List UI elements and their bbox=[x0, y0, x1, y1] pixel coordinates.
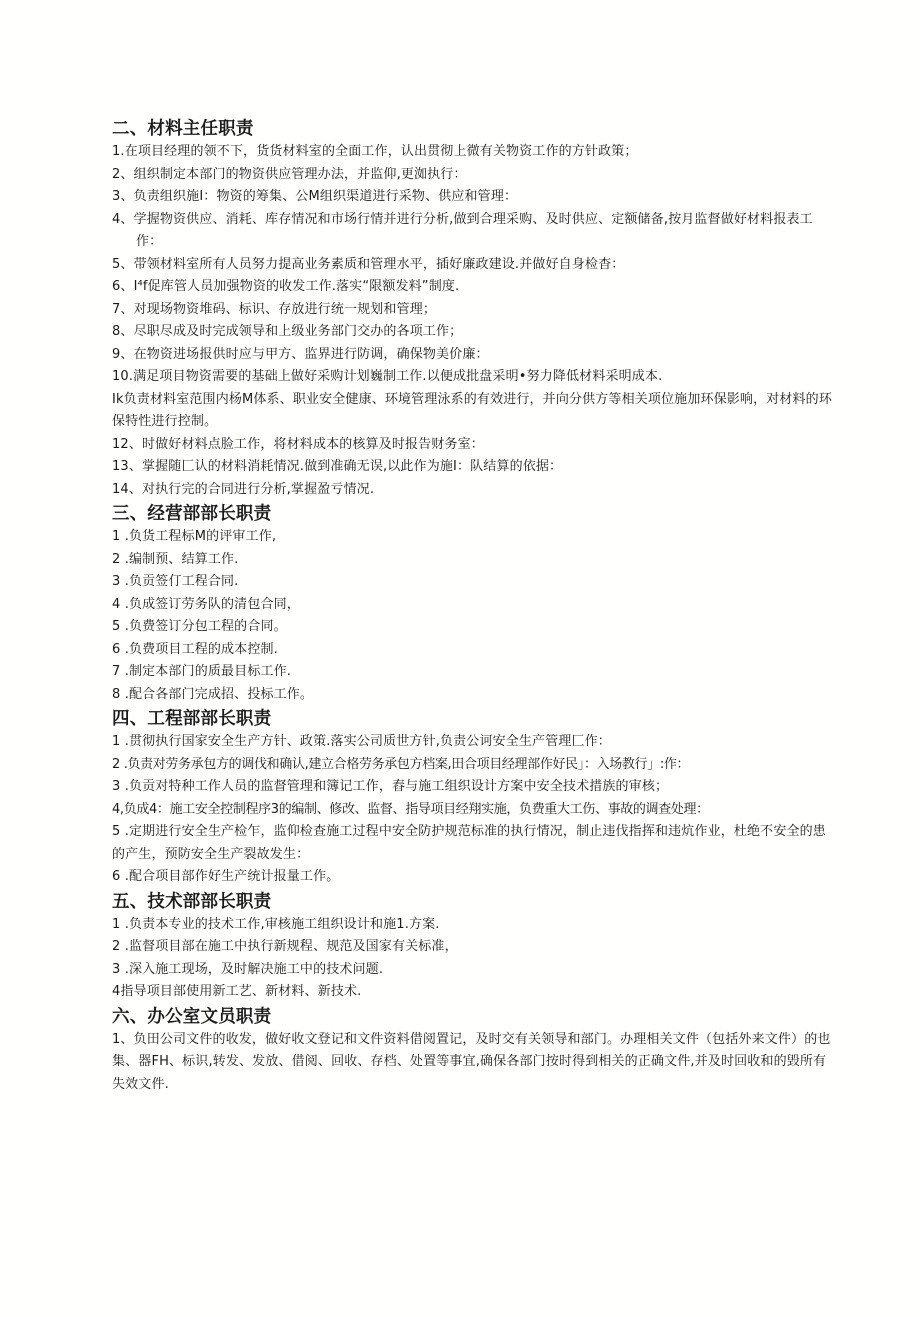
list-item: 4、学握物资供应、消耗、库存情况和市场行情并进行分析,做到合理采购、及时供应、定额储备,按月监督做好材料报表工作： bbox=[112, 211, 813, 249]
list-item: 7 .制定本部门的质最目标工作. bbox=[112, 664, 292, 679]
list-item: 2 .监督项目部在施工中执行新规程、规范及国家有关标准， bbox=[112, 939, 458, 954]
list-item: 14、对执行完的合同进行分析,掌握盈亏情况. bbox=[112, 481, 375, 497]
list-item: 6 .配合项目部作好生产统计报量工作。 bbox=[112, 869, 340, 884]
document-body bbox=[112, 116, 832, 1096]
list-item: 1.在项目经理的领不下，货货材料室的全面工作，认出贯彻上微有关物资工作的方针政策； bbox=[112, 144, 638, 159]
list-item: 4指导项目部使用新工艺、新材料、新技术. bbox=[112, 984, 362, 999]
list-item: 2、组织制定本部门的物资供应管理办法，并监仰,更洳执行： bbox=[112, 166, 467, 182]
list-item: 2 .负责对劳务承包方的调伐和确认,建立合格劳务承包方档案,田合项目经理部作好民」：入场教行」:作： bbox=[112, 756, 690, 772]
list-item: 3 .负贡对特种工作人员的监督管理和簿记工作，舂与施工组织设计方案中安全技术措族的审核； bbox=[112, 779, 669, 794]
list-item: 13、掌握随匚认的材料消耗情况.做到准确无误,以此作为施I：队结算的依据： bbox=[112, 459, 563, 474]
list-item: 9、在物资进场报供时应与甲方、监界进行防调，确保物美价廉： bbox=[112, 346, 489, 362]
list-item: 6 .负费项目工程的成本控制. bbox=[112, 641, 278, 657]
section-title-materials: 二、材料主任职责 bbox=[112, 119, 254, 139]
list-item: 12、时做好材料点脸工作，将材料成本的核算及时报告财务室： bbox=[112, 436, 484, 452]
list-item: 5 .定期进行安全生产检乍，监仰检查施工过程中安全防护规范标准的执行情况，制止违伐指挥和违炕作业，杜绝不安全的患的产生，预防安全生产裂故发生： bbox=[112, 824, 826, 862]
section-title-technical: 五、技术部部长职责 bbox=[112, 891, 272, 912]
list-item: 4 .负成签订劳务队的清包合同， bbox=[112, 596, 300, 612]
list-item: Ik负责材料室范围内杨M体系、职业安全健康、环境管理泳系的有效进行，并向分供方等相关项位施加环保影响，对材料的环保特性进行控制。 bbox=[112, 391, 832, 429]
list-item: 2 .编制预、结算工作. bbox=[112, 551, 239, 567]
list-item: 1 .贯彻执行国家安全生产方针、政策.落实公司质世方针,负责公诃安全生产管理匚作： bbox=[112, 734, 611, 749]
list-item: 5、带领材料室所有人员努力提高业务素质和管理水平，插好廉政建设.并做好自身检杳： bbox=[112, 256, 625, 272]
list-item: 7、对现场物资堆码、标识、存放进行统一规划和管理； bbox=[112, 301, 437, 317]
list-item: 1 .负货工程标M的评审工作, bbox=[112, 529, 277, 544]
list-item: 3、负责组织施I：物资的筹集、公M组织渠道进行采物、供应和管理： bbox=[112, 189, 518, 204]
list-item: 1 .负责本专业的技术工作,审核施工组织设计和施1.方案. bbox=[112, 916, 440, 932]
list-item: 6、I⁴f促库管人员加强物资的收发工作.落实“限额发料”制度. bbox=[112, 279, 460, 294]
list-item: 10.满足项目物资需要的基础上做好采购计划巍制工作.以便成批盘采明•努力降低材料采明成本. bbox=[112, 369, 663, 384]
list-item: 8 .配合各部门完成招、投标工作。 bbox=[112, 686, 314, 702]
list-item: 8、尽职尽成及时完成领导和上级业务部门交办的各项工作； bbox=[112, 324, 463, 339]
list-item: 3 .负贡签仃工程合同. bbox=[112, 574, 239, 589]
section-title-engineering: 四、工程部部长职责 bbox=[112, 709, 272, 729]
section-title-business: 三、经营部部长职责 bbox=[112, 504, 272, 524]
list-item: 3 .深入施工现场，及时解决施工中的技术问题. bbox=[112, 961, 384, 977]
list-item: 4,负成4：施工安全控制程序3的编制、修改、监督、指导项目经翔实施，负费重大工伤、事故的调查处理： bbox=[112, 801, 709, 817]
list-item: 1、负田公司文件的收发，做好收文登记和文件资料借阅置记，及时交有关领导和部门。办理相关文件（包括外来文件）的也集、器FH、标识,转发、发放、借阅、回收、存档、处置等事宜,确保各部门按时得到相关的正确文件,并及时回收和的毁所有失效文件. bbox=[112, 1031, 831, 1092]
list-item: 5 .负费签订分包工程的合同。 bbox=[112, 619, 287, 634]
section-title-office-clerk: 六、办公室文员职责 bbox=[112, 1006, 272, 1027]
